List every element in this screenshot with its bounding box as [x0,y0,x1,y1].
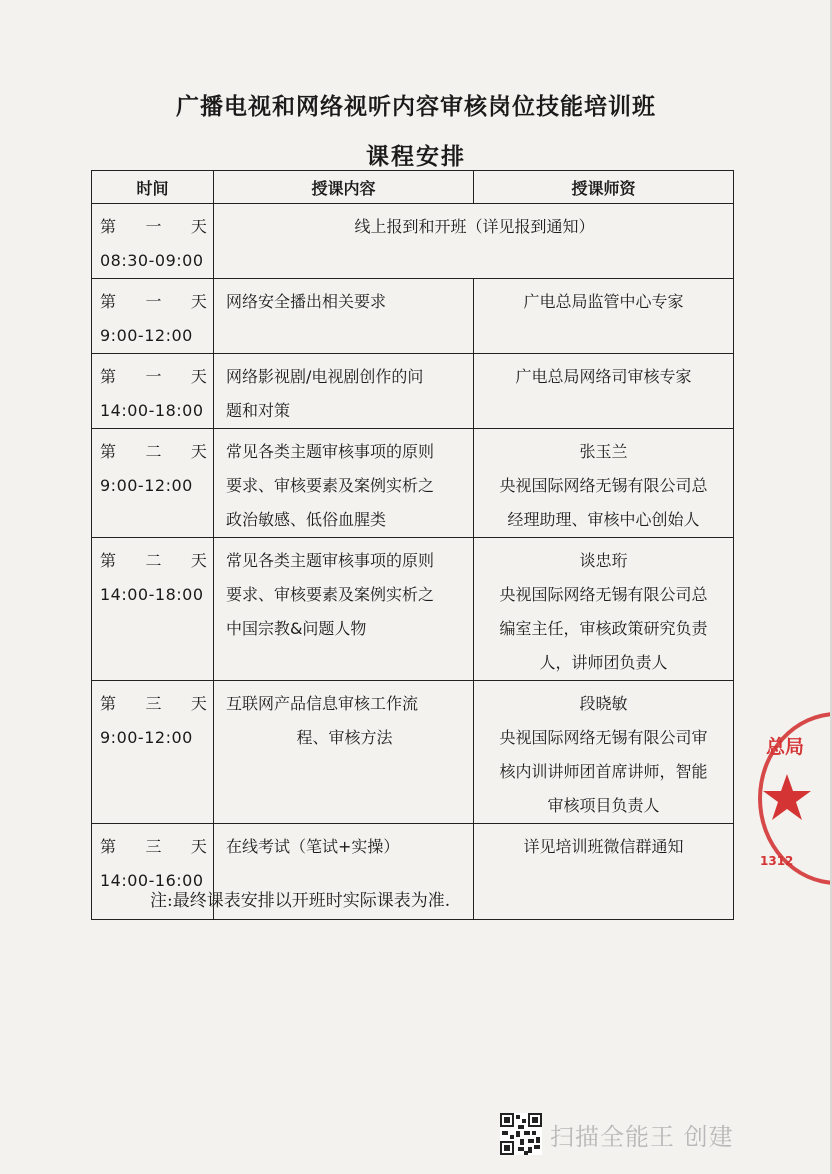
seal-number: 1312 [760,854,794,868]
content-line: 线上报到和开班（详见报到通知） [354,217,595,236]
day-char: 一 [145,292,162,311]
day-char: 第 [100,367,117,386]
time-cell [92,279,214,354]
teacher-line: 核内训讲师团首席讲师，智能 [499,762,708,781]
day-char: 一 [145,217,162,236]
content-cell [213,279,473,354]
teacher-line: 广电总局网络司审核专家 [515,367,692,386]
day-char: 天 [190,551,207,570]
day-char: 第 [100,551,117,570]
teacher-cell [473,279,733,354]
day-char: 第 [100,442,117,461]
table-row [92,538,734,681]
time-range: 9:00-12:00 [100,326,193,345]
time-cell [92,538,214,681]
day-char: 第 [100,217,117,236]
teacher-cell [473,538,733,681]
day-char: 三 [145,694,162,713]
table-row [92,429,734,538]
day-char: 第 [100,292,117,311]
teacher-line: 广电总局监管中心专家 [523,292,684,311]
teacher-line: 央视国际网络无锡有限公司总 [499,585,708,604]
teacher-line: 段晓敏 [579,694,628,713]
footnote: 注:最终课表安排以开班时实际课表为准. [150,891,451,911]
teacher-line: 谈忠珩 [579,551,628,570]
day-char: 二 [145,551,162,570]
content-cell [213,681,473,824]
star-icon [762,772,812,822]
teacher-line: 审核项目负责人 [547,796,660,815]
day-label [100,210,207,244]
teacher-cell [473,824,733,920]
teacher-line: 张玉兰 [579,442,628,461]
day-char: 第 [100,837,117,856]
document-title: 广播电视和网络视听内容审核岗位技能培训班 [176,93,656,120]
content-cell [213,354,473,429]
day-char: 天 [190,837,207,856]
day-char: 天 [190,292,207,311]
scanner-watermark [500,1110,734,1158]
teacher-line: 央视国际网络无锡有限公司审 [499,728,708,747]
table-row [92,279,734,354]
day-char: 天 [190,694,207,713]
content-line: 常见各类主题审核事项的原则 [225,551,434,570]
teacher-line: 详见培训班微信群通知 [523,837,684,856]
content-line: 互联网产品信息审核工作流 [225,694,418,713]
day-label [100,544,207,578]
official-seal [758,712,832,882]
day-label [100,830,207,864]
day-label [100,360,207,394]
day-char: 第 [100,694,117,713]
day-char: 一 [145,367,162,386]
content-line: 要求、审核要素及案例实析之 [225,476,434,495]
scanner-brand: 扫描全能王 创建 [550,1122,734,1151]
table-row [92,681,734,824]
time-range: 14:00-16:00 [100,871,204,890]
teacher-line: 编室主任，审核政策研究负责 [499,619,708,638]
content-line: 政治敏感、低俗血腥类 [225,510,386,529]
time-cell [92,354,214,429]
time-cell [92,204,214,279]
teacher-line: 人，讲师团负责人 [539,653,668,672]
content-line: 题和对策 [225,401,290,420]
content-line: 程、审核方法 [296,728,393,747]
content-cell [213,429,473,538]
teacher-line: 经理助理、审核中心创始人 [507,510,700,529]
content-line: 常见各类主题审核事项的原则 [225,442,434,461]
header-time: 时间 [92,171,214,204]
schedule-table [91,170,734,920]
schedule-body [92,204,734,920]
content-line: 在线考试（笔试+实操） [225,837,400,856]
content-line: 网络影视剧/电视剧创作的问 [225,367,424,386]
teacher-cell [473,681,733,824]
header-content: 授课内容 [213,171,473,204]
content-cell [213,204,733,279]
time-cell [92,681,214,824]
time-range: 14:00-18:00 [100,401,204,420]
time-range: 9:00-12:00 [100,476,193,495]
day-char: 天 [190,442,207,461]
header-teacher: 授课师资 [473,171,733,204]
day-char: 天 [190,217,207,236]
content-line: 网络安全播出相关要求 [225,292,386,311]
content-line: 中国宗教&问题人物 [225,619,367,638]
teacher-line: 央视国际网络无锡有限公司总 [499,476,708,495]
day-label [100,687,207,721]
time-cell [92,429,214,538]
qr-code-icon [500,1113,542,1155]
day-char: 三 [145,837,162,856]
document-subtitle: 课程安排 [366,143,466,170]
time-range: 14:00-18:00 [100,585,204,604]
day-label [100,435,207,469]
content-line: 要求、审核要素及案例实析之 [225,585,434,604]
teacher-cell [473,354,733,429]
time-range: 08:30-09:00 [100,251,204,270]
table-row [92,204,734,279]
day-char: 天 [190,367,207,386]
content-cell [213,538,473,681]
seal-text: 总局 [766,736,805,758]
time-range: 9:00-12:00 [100,728,193,747]
table-header-row [92,171,734,204]
teacher-cell [473,429,733,538]
day-char: 二 [145,442,162,461]
day-label [100,285,207,319]
table-row [92,354,734,429]
